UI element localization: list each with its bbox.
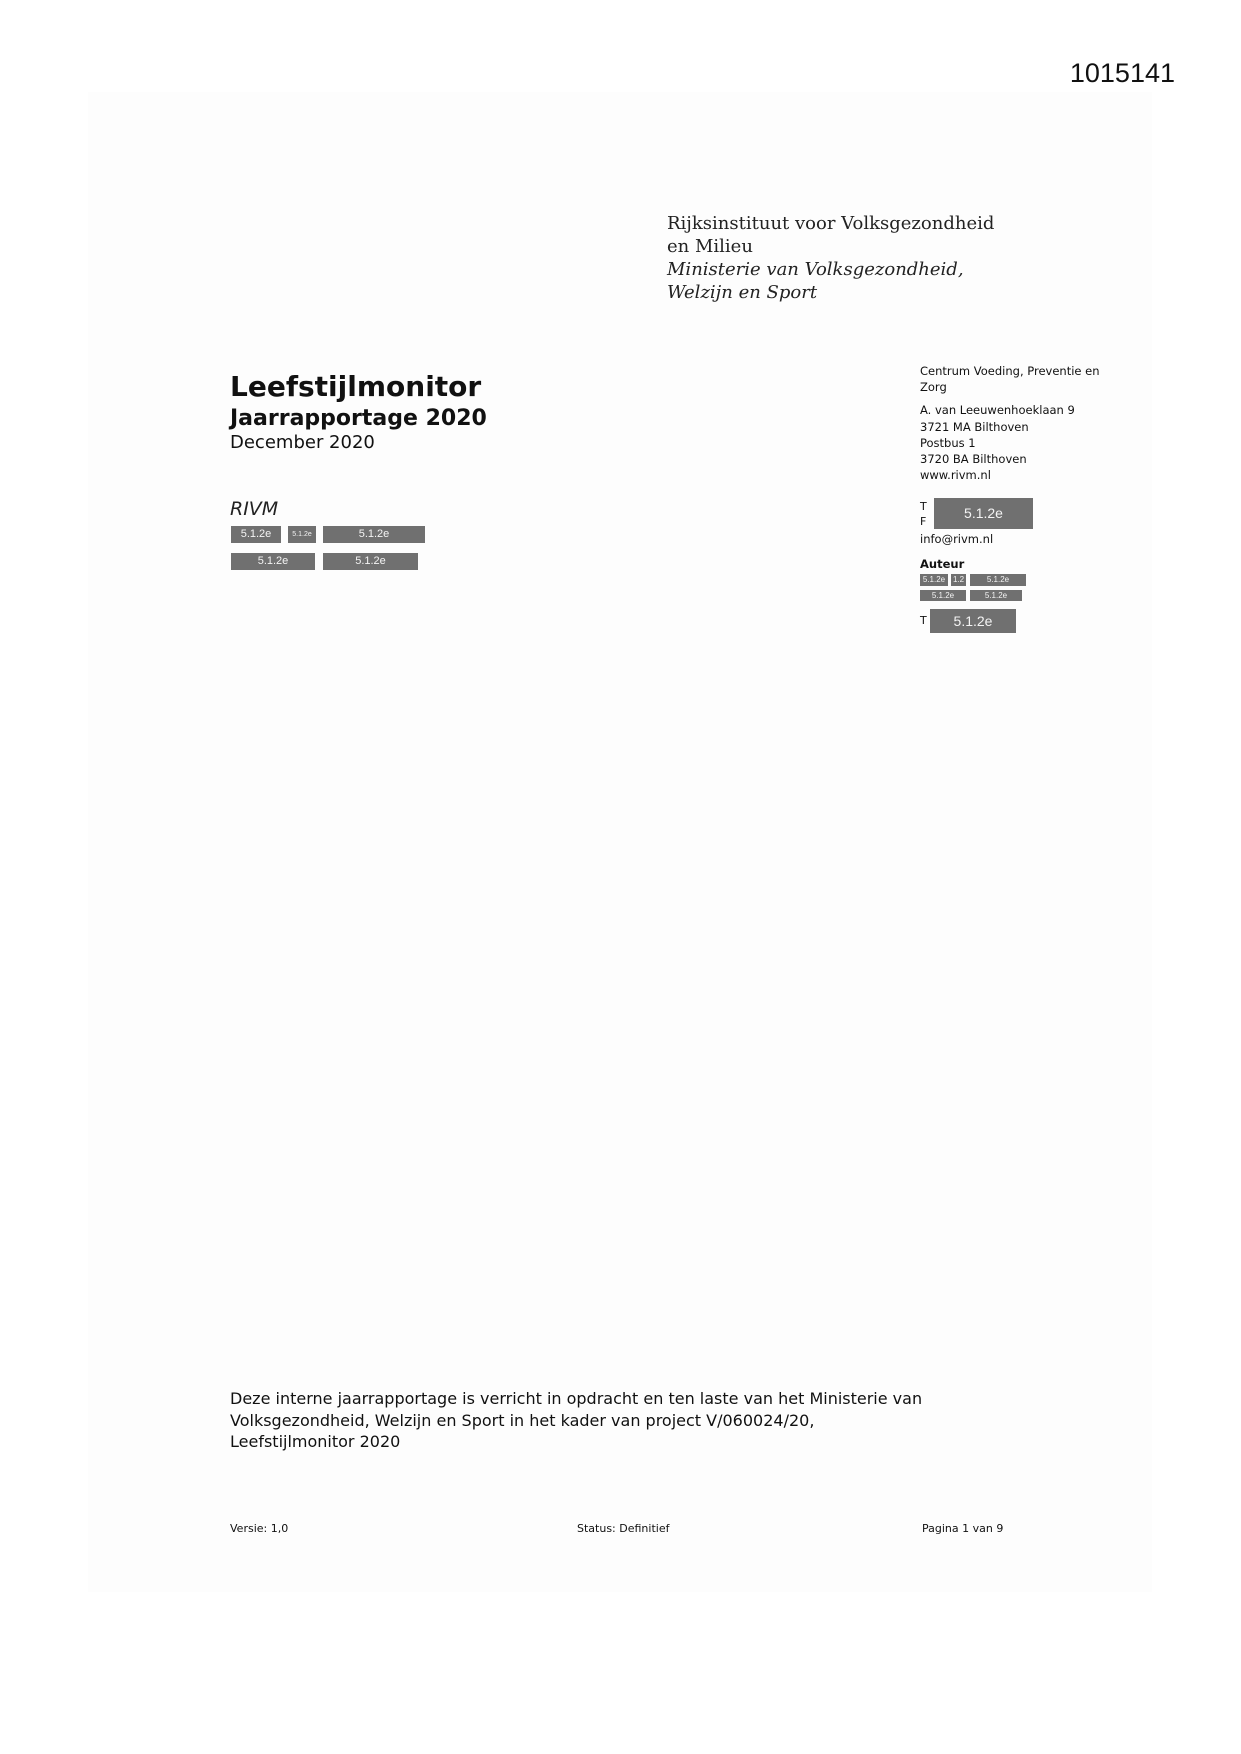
document-number: 1015141 xyxy=(1069,58,1175,88)
redaction-box: 5.1.2e xyxy=(970,590,1022,601)
redaction-box: 5.1.2e xyxy=(323,553,418,570)
address-line: 3720 BA Bilthoven xyxy=(920,452,1027,467)
redaction-box: 5.1.2e xyxy=(934,498,1033,529)
email-link[interactable]: info@rivm.nl xyxy=(920,532,994,546)
footer-version: Versie: 1,0 xyxy=(230,1522,289,1535)
logo-line-3: Ministerie van Volksgezondheid, xyxy=(667,259,964,280)
department-line-2: Zorg xyxy=(920,380,947,395)
author-label: Auteur xyxy=(920,557,965,571)
fax-label: F xyxy=(920,515,927,528)
department-line-1: Centrum Voeding, Preventie en xyxy=(920,364,1100,378)
postbus-line: Postbus 1 xyxy=(920,435,976,450)
address-line: 3721 MA Bilthoven xyxy=(920,419,1029,434)
redaction-box: 5.1.2e xyxy=(323,526,425,543)
logo-line-1: Rijksinstituut voor Volksgezondheid xyxy=(667,213,995,234)
redaction-box: 5.1.2e xyxy=(920,590,966,601)
report-subtitle: Jaarrapportage 2020 xyxy=(230,406,487,431)
report-date: December 2020 xyxy=(230,432,375,453)
logo-line-2: en Milieu xyxy=(667,236,753,257)
redaction-box: 1.2 xyxy=(952,575,965,584)
website-link[interactable]: www.rivm.nl xyxy=(920,468,991,483)
footer-status: Status: Definitief xyxy=(577,1522,670,1535)
rivm-logo-text xyxy=(667,212,994,304)
redaction-box: 5.1.2e xyxy=(970,574,1026,586)
redaction-box: 5.1.2e xyxy=(288,526,316,543)
report-title: Leefstijlmonitor xyxy=(230,370,482,403)
logo-line-4: Welzijn en Sport xyxy=(667,282,818,303)
commission-note: Deze interne jaarrapportage is verricht in opdracht en ten laste van het Ministerie van Volksgezondheid, Welzijn en Sport in het kader van project V/060024/20, Leefstijlmonitor 2020 xyxy=(230,1389,923,1451)
address-line: A. van Leeuwenhoeklaan 9 xyxy=(920,403,1075,418)
footer-page-number: Pagina 1 van 9 xyxy=(922,1522,1004,1535)
redaction-box: 5.1.2e xyxy=(920,574,948,586)
author-phone-label: T xyxy=(920,614,927,627)
organisation-name: RIVM xyxy=(230,498,279,520)
phone-label: T xyxy=(920,500,927,513)
redaction-box: 5.1.2e xyxy=(231,553,315,570)
page-sheet xyxy=(88,92,1152,1592)
sender-info xyxy=(920,363,1135,483)
redaction-box: 5.1.2e xyxy=(231,526,281,543)
redaction-box: 5.1.2e xyxy=(930,609,1016,633)
